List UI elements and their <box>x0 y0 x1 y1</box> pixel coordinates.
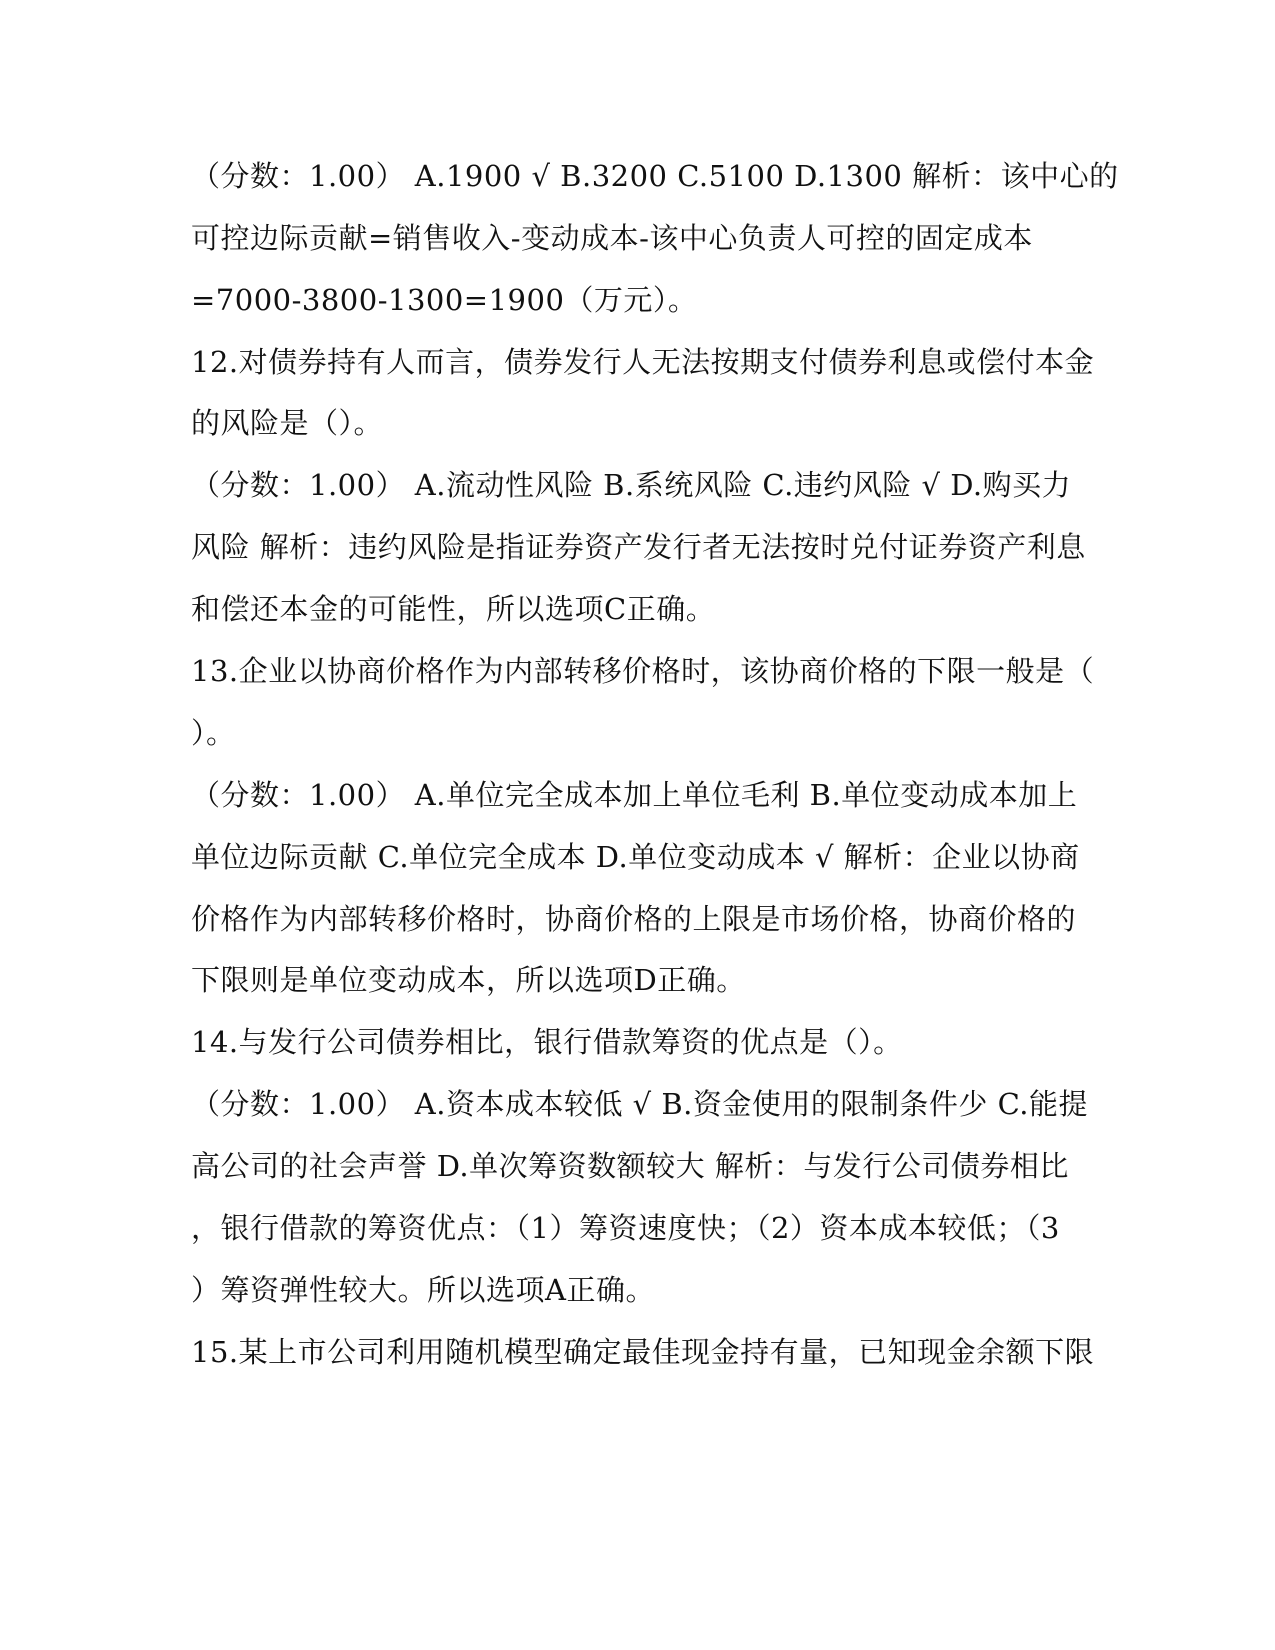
text-line-q13-options: （分数：1.00） A.单位完全成本加上单位毛利 B.单位变动成本加上 <box>191 778 1078 812</box>
text-line-q12-question: 12.对债券持有人而言，债券发行人无法按期支付债券利息或偿付本金 <box>191 345 1095 379</box>
text-line-q12-options: （分数：1.00） A.流动性风险 B.系统风险 C.违约风险 √ D.购买力 <box>191 468 1072 502</box>
text-line-q12-analysis-end: 和偿还本金的可能性，所以选项C正确。 <box>191 592 716 626</box>
text-line-q14-analysis: ，银行借款的筹资优点：（1）筹资速度快；（2）资本成本较低；（3 <box>191 1211 1060 1245</box>
text-line-q12-analysis: 风险 解析：违约风险是指证券资产发行者无法按时兑付证券资产利息 <box>191 530 1086 564</box>
text-line-q12-question-end: 的风险是（）。 <box>191 406 384 440</box>
text-line-q14-analysis-end: ）筹资弹性较大。所以选项A正确。 <box>191 1273 655 1307</box>
text-line-q14-options: （分数：1.00） A.资本成本较低 √ B.资金使用的限制条件少 C.能提 <box>191 1087 1088 1121</box>
text-line-q14-question: 14.与发行公司债券相比，银行借款筹资的优点是（）。 <box>191 1025 903 1059</box>
text-line-q14-options-cont: 高公司的社会声誉 D.单次筹资数额较大 解析：与发行公司债券相比 <box>191 1149 1069 1183</box>
text-line-q13-question: 13.企业以协商价格作为内部转移价格时，该协商价格的下限一般是（ <box>191 654 1095 688</box>
text-line-q15-question: 15.某上市公司利用随机模型确定最佳现金持有量，已知现金余额下限 <box>191 1335 1095 1369</box>
text-line-q13-analysis-end: 下限则是单位变动成本，所以选项D正确。 <box>191 963 746 997</box>
text-line-q11-analysis: 可控边际贡献=销售收入-变动成本-该中心负责人可控的固定成本 <box>191 221 1033 255</box>
text-line-q13-question-end: ）。 <box>191 716 236 750</box>
text-line-q13-options-cont: 单位边际贡献 C.单位完全成本 D.单位变动成本 √ 解析：企业以协商 <box>191 840 1080 874</box>
text-line-q13-analysis: 价格作为内部转移价格时，协商价格的上限是市场价格，协商价格的 <box>191 902 1077 936</box>
text-line-q11-calculation: =7000-3800-1300=1900（万元）。 <box>191 283 698 317</box>
text-line-q11-options: （分数：1.00） A.1900 √ B.3200 C.5100 D.1300 解析：该中心的 <box>191 159 1119 193</box>
